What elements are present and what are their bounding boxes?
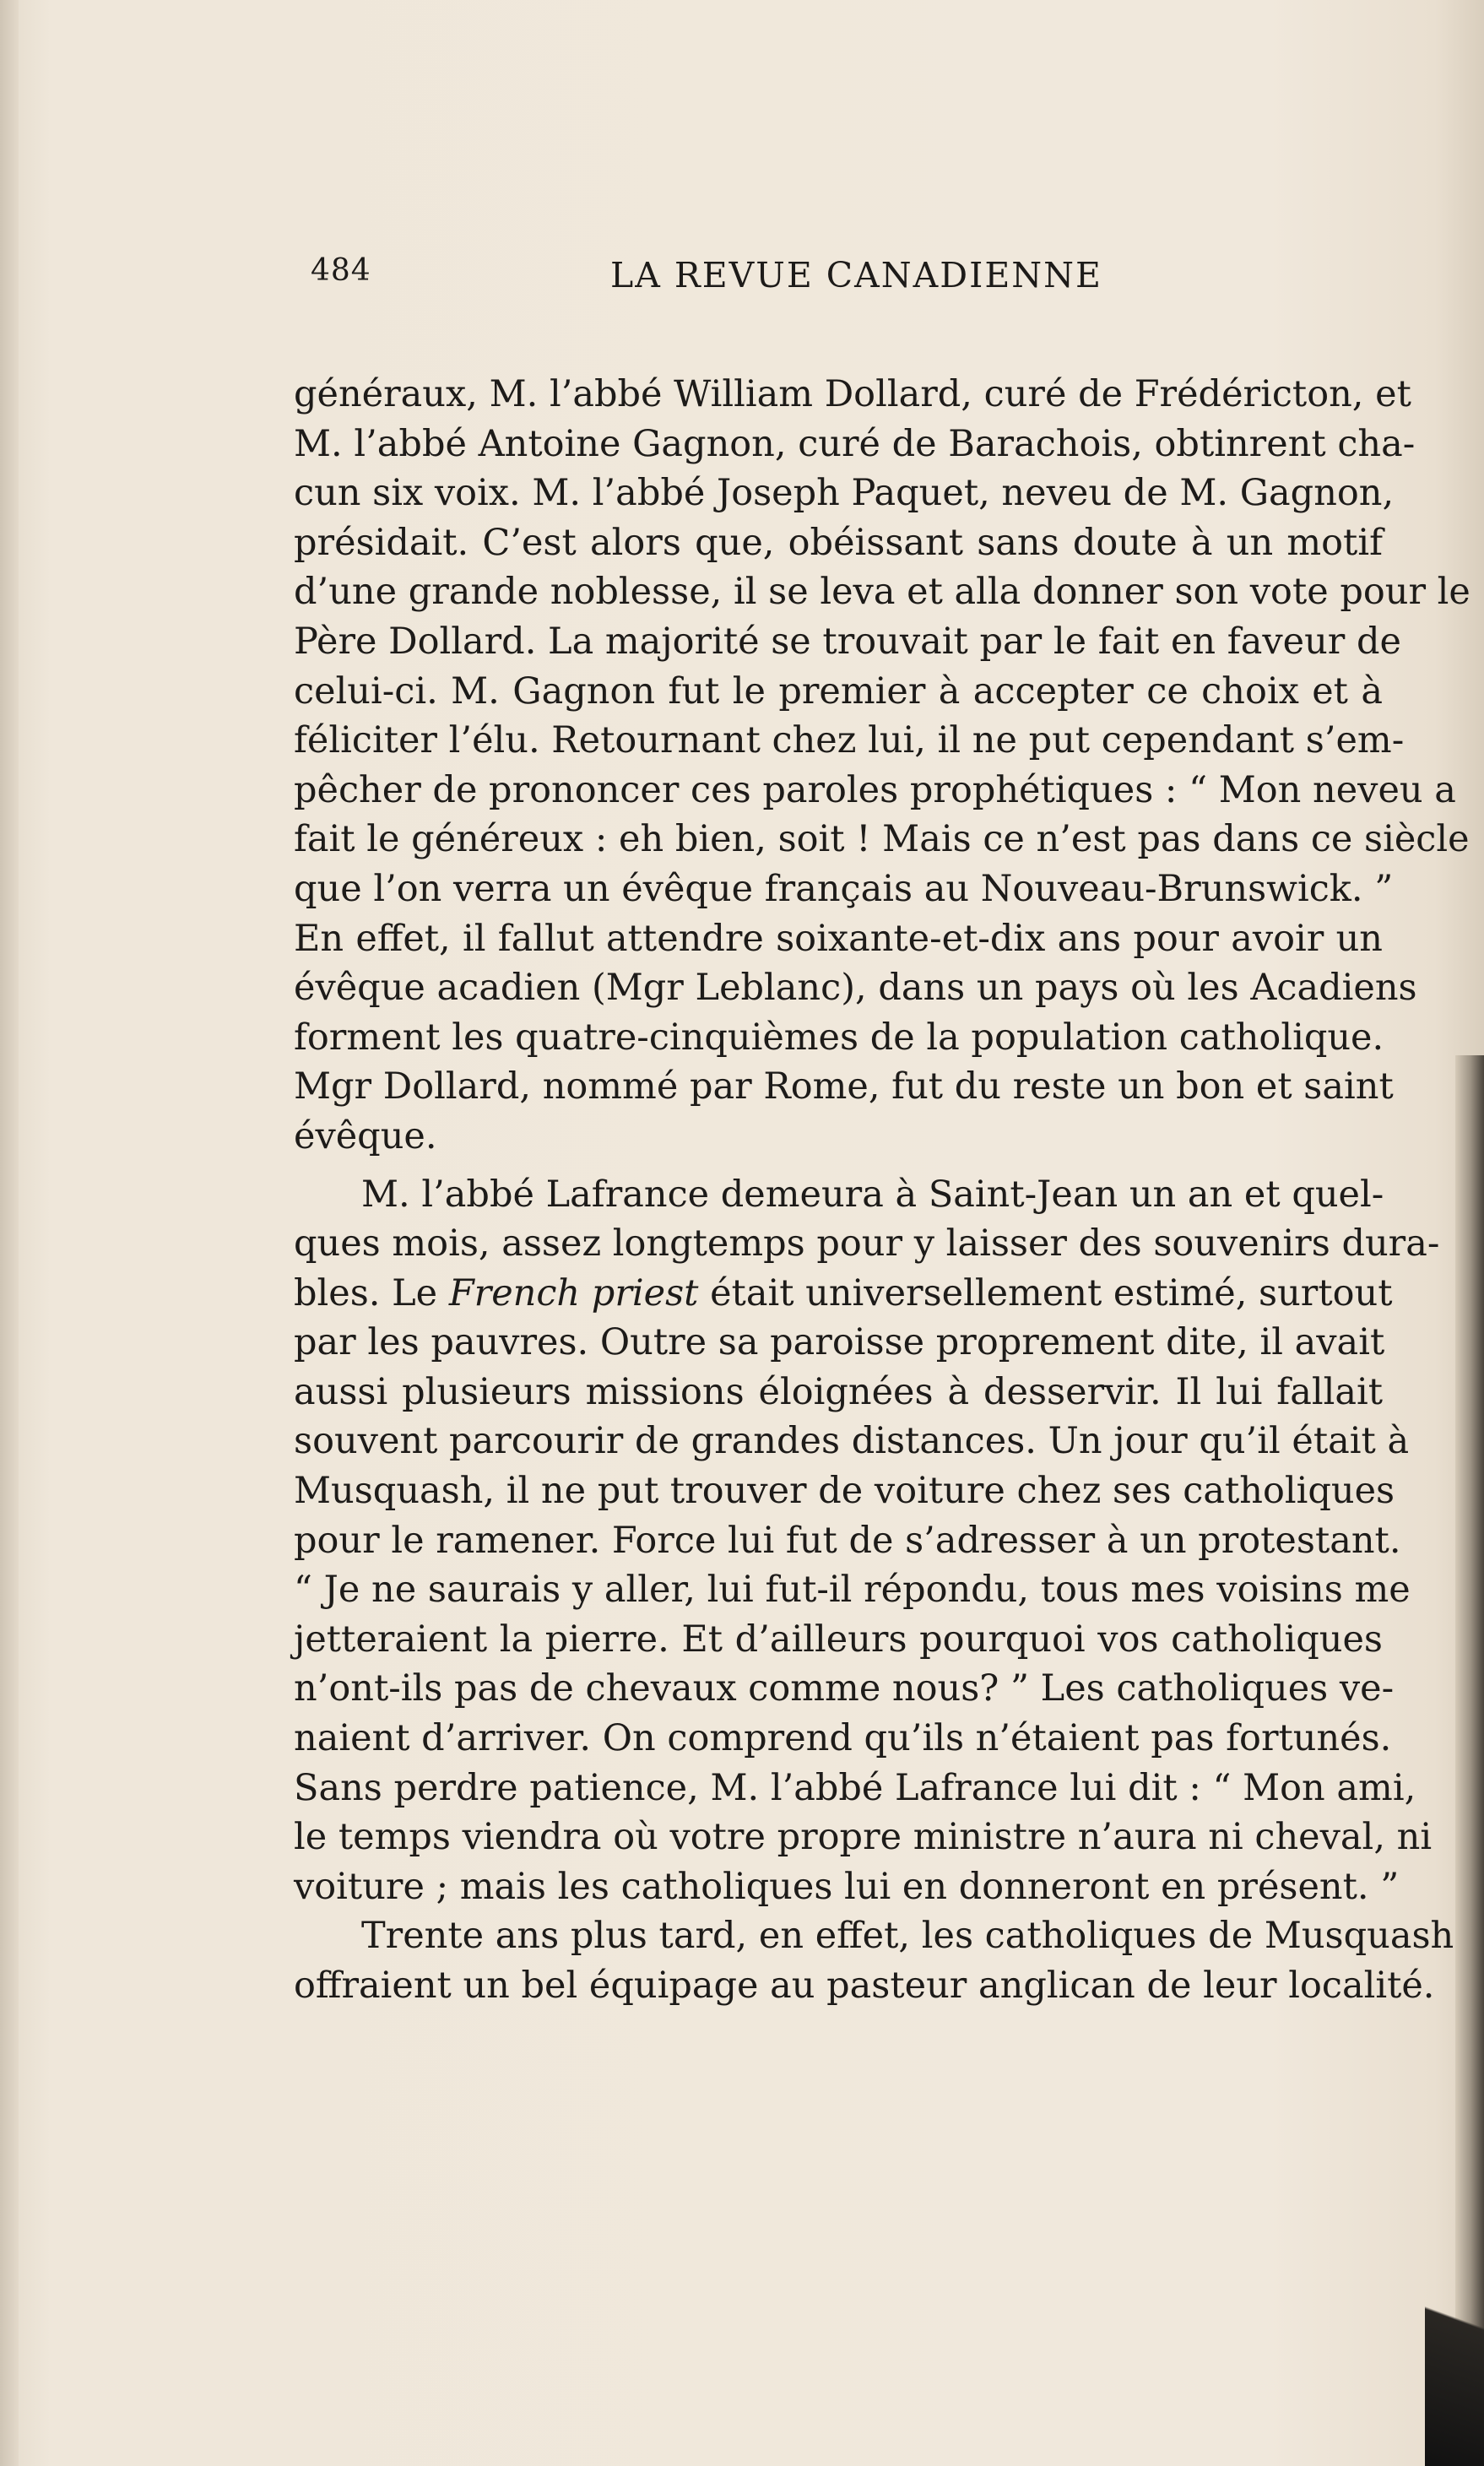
text-line: d’une grande noblesse, il se leva et alla donner son vote pour le (294, 571, 1470, 614)
text-line: pour le ramener. Force lui fut de s’adresser à un protestant. (294, 1519, 1401, 1562)
text-line: offraient un bel équipage au pasteur anglican de leur localité. (294, 1965, 1435, 2007)
text-line: En effet, il fallut attendre soixante-et-dix ans pour avoir un (294, 917, 1383, 960)
text-line: que l’on verra un évêque français au Nouveau-Brunswick. ” (294, 867, 1394, 910)
text-line: présidait. C’est alors que, obéissant sans doute à un motif (294, 521, 1383, 564)
text-line-with-italic (294, 1269, 1393, 1319)
text-line: souvent parcourir de grandes distances. Un jour qu’il était à (294, 1420, 1410, 1463)
body-text (294, 370, 1470, 2011)
text-line: jetteraient la pierre. Et d’ailleurs pourquoi vos catholiques (294, 1618, 1383, 1661)
text-line: M. l’abbé Lafrance demeura à Saint-Jean un an et quel- (361, 1173, 1384, 1216)
text-line: celui-ci. M. Gagnon fut le premier à accepter ce choix et à (294, 669, 1383, 713)
text-line: cun six voix. M. l’abbé Joseph Paquet, neveu de M. Gagnon, (294, 472, 1395, 515)
text-line: par les pauvres. Outre sa paroisse proprement dite, il avait (294, 1321, 1385, 1364)
text-line: Sans perdre patience, M. l’abbé Lafrance lui dit : “ Mon ami, (294, 1766, 1416, 1809)
scan-corner (1425, 2221, 1484, 2466)
running-head (311, 253, 1155, 304)
text-line: voiture ; mais les catholiques lui en donneront en présent. ” (294, 1865, 1400, 1908)
text-line: n’ont-ils pas de chevaux comme nous? ” Les catholiques ve- (294, 1667, 1395, 1710)
gutter-shadow (0, 0, 19, 2466)
text-line: Trente ans plus tard, en effet, les catholiques de Musquash (361, 1915, 1454, 1958)
text-line: Mgr Dollard, nommé par Rome, fut du reste un bon et saint (294, 1065, 1394, 1108)
text-line: évêque. (294, 1114, 437, 1157)
text-line: le temps viendra où votre propre ministre n’aura ni cheval, ni (294, 1816, 1433, 1859)
text-line: ques mois, assez longtemps pour y laisser des souvenirs dura- (294, 1222, 1440, 1266)
text-line: féliciter l’élu. Retournant chez lui, il ne put cependant s’em- (294, 719, 1405, 762)
journal-title: LA REVUE CANADIENNE (610, 255, 1102, 295)
text-line: généraux, M. l’abbé William Dollard, curé de Frédéricton, et (294, 373, 1411, 415)
text-line: aussi plusieurs missions éloignées à desservir. Il lui fallait (294, 1370, 1383, 1413)
text-line: “ Je ne saurais y aller, lui fut-il répondu, tous mes voisins me (294, 1569, 1411, 1612)
text-line: Musquash, il ne put trouver de voiture chez ses catholiques (294, 1470, 1395, 1513)
text-line: fait le généreux : eh bien, soit ! Mais ce n’est pas dans ce siècle (294, 818, 1470, 861)
italic-phrase: French priest (448, 1271, 699, 1314)
text-line: forment les quatre-cinquièmes de la population catholique. (294, 1016, 1384, 1059)
text-segment: bles. Le (294, 1271, 449, 1314)
text-line: Père Dollard. La majorité se trouvait par le fait en faveur de (294, 620, 1401, 663)
text-line: M. l’abbé Antoine Gagnon, curé de Barachois, obtinrent cha- (294, 422, 1416, 465)
text-line: naient d’arriver. On comprend qu’ils n’étaient pas fortunés. (294, 1717, 1392, 1760)
text-line: évêque acadien (Mgr Leblanc), dans un pays où les Acadiens (294, 967, 1417, 1010)
text-line: pêcher de prononcer ces paroles prophétiques : “ Mon neveu a (294, 768, 1456, 811)
page-number: 484 (311, 253, 371, 288)
text-segment: était universellement estimé, surtout (698, 1271, 1393, 1314)
